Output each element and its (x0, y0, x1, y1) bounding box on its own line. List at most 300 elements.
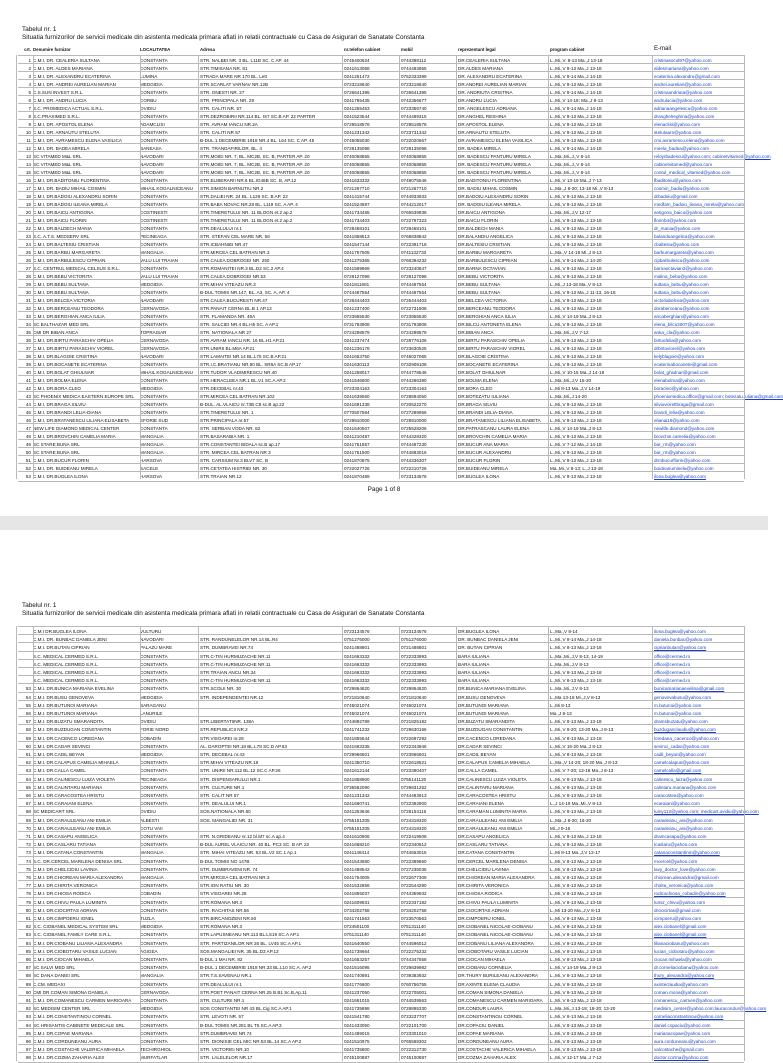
table-cell: B-DUL 1 DECEMBRIE 1918 NR.4 BL. L64 SC. C AP. 45 (200, 138, 315, 143)
table-cell: STR. FLAMANDA NR. 46A (200, 314, 256, 319)
table-cell: 0241734403 (344, 218, 370, 223)
table-cell: 22 (25, 226, 31, 231)
email-link[interactable]: ciprianbutan@yahoo.com (654, 645, 707, 651)
table-grid-line (456, 55, 457, 479)
table-cell: L.,Ma.,Mi.,J,V 8-13, 14-19 (550, 653, 603, 659)
email-link[interactable]: birtuofelia@yahoo.com (654, 338, 702, 343)
table-cell: STR.TINERETULUI NR. 11 BLOGN et.2 ap.2 (200, 210, 293, 215)
table-cell: DR.AXINTE ELENA CLAUDIA (458, 981, 520, 987)
table-cell: C.M.I. DR.CARAULEANU ANI EMILIA (33, 825, 111, 831)
table-cell: 41 (25, 378, 31, 383)
email-link[interactable]: drbirtuviorel@yahoo.com (654, 346, 706, 351)
table-cell: SC MEDISIM CENTER SRL (33, 1006, 91, 1012)
table-cell: 0722797323 (401, 218, 427, 223)
table-cell: 0744497554 (401, 290, 427, 295)
table-cell: C.M.I. DR.CACENCO LOREDANA (33, 735, 104, 741)
email-link[interactable]: office@cermed.ro (654, 670, 691, 675)
email-link[interactable]: florinb4@yahoo.com (654, 218, 697, 223)
table-cell: 57 (25, 719, 31, 725)
table-cell: Ma.,Mi.,V 8-13; L.,J 13-18 (550, 466, 603, 471)
table-cell: 0241855037 (344, 891, 370, 897)
table-cell: STR.MOIEI NR. 7, BL. MC2B, SC. B, PARTER AP. 20 (200, 162, 310, 167)
email-link[interactable]: cristinasocol97@yahoo.com (654, 58, 712, 63)
email-link[interactable]: cadil_beyan@yahoo.com (654, 752, 706, 757)
email-link[interactable]: comanescu_carmen@yahoo.com (654, 998, 723, 1003)
email-link[interactable]: icimpoeru@yahoo.com (654, 916, 702, 921)
email-link[interactable]: balanduangelica@yahoo.com (654, 234, 715, 239)
table-cell: MEDGIDIA (140, 1006, 163, 1012)
email-link[interactable]: lavy_doctor_love@yahoo.com (654, 866, 716, 872)
table-cell: 0744489315 (401, 114, 427, 119)
email-link[interactable]: cipbarbulescu@yahoo.com (654, 258, 710, 263)
table-cell: CONSTANTA (140, 661, 168, 667)
email-link[interactable]: lumy112@yahoo.com; medicart.ovidiu@yahoo.com (654, 809, 759, 815)
table-cell: DR.CEALERIA SULTANA (458, 58, 511, 63)
table-cell: L.,Mi.,V 8-13 Ma.,J 13-18 (550, 194, 602, 199)
table-cell: 0744483955 (401, 66, 427, 71)
table-cell: MIHAIL KOGALNICEANU (140, 370, 193, 375)
table-cell: STR.T.S.SAVENAU NR.1 (200, 973, 252, 979)
email-link[interactable]: alex.ciobanel@gmail.com (654, 932, 707, 938)
email-link[interactable]: ilona.buglea@yahoo.com (654, 629, 706, 634)
email-link[interactable]: mcercel@yahoo.com (654, 858, 698, 864)
table-cell: 0241811681 (344, 282, 370, 287)
email-link[interactable]: ecaterina.alexandru@gmail.com (654, 74, 720, 79)
table-cell: 0755141120 (401, 776, 427, 782)
table-cell: SOS.MANGALIEI NR. 35 BL.D3 AP.13 (200, 948, 279, 954)
email-link[interactable]: ecaraiani@yahoo.com (654, 801, 700, 807)
email-link[interactable]: alex.ciobanel@gmail.com (654, 924, 707, 930)
email-link[interactable]: medfam_badoiu_ileana_mirela@yahoo.com (654, 202, 744, 207)
table-cell: 0755151205 (344, 825, 370, 831)
table-cell: 0744596012 (401, 940, 427, 946)
table-cell: DR.CIOBANU LILIANA ALEXANDRA (458, 940, 534, 946)
table-cell: STR. NATIONALA NR 27 (200, 330, 252, 335)
table-cell: C.M.I. DR.COSTACHE VALERICA MIHAELA (33, 1047, 125, 1053)
table-cell: 0241663332 (344, 670, 370, 675)
table-cell: BARA IULIANA (458, 670, 490, 675)
table-header (18, 45, 744, 54)
table-cell: STR.TRAIAN NR.12 (200, 474, 242, 479)
table-cell: L.,Mi.,V 8-13 Ma.,J 13-18 (550, 973, 602, 979)
table-cell: STR.LIBERTATIINR. 138A (200, 719, 255, 725)
email-link[interactable]: adrianaangelescu@yahoo.com (654, 106, 718, 111)
table-cell: Mi.,J 9-16 (550, 825, 571, 831)
email-link[interactable]: coman.mona@yahoo.com (654, 989, 708, 995)
email-link[interactable]: calintaru.mariana@yahoo.com (654, 784, 717, 790)
email-link[interactable]: barbumargareta@yahoo.com (654, 250, 714, 255)
email-link[interactable]: daniel.copaciu@yahoo.com (654, 1022, 711, 1028)
table-cell: CONSTANTA (140, 242, 168, 247)
table-cell: 0241210497 (344, 434, 370, 439)
table-cell: 0766394232 (401, 258, 427, 263)
table-cell: 0725528206 (401, 426, 427, 431)
table-cell: STR.TUDOR VLADIMIRESCU NR.40 (200, 370, 277, 375)
table-cell: 0241855644 (344, 735, 370, 741)
table-cell: 0721810640 (344, 694, 370, 700)
table-cell: L.,Mi.,V 8-13 Ma.,J 13-18 (550, 218, 602, 223)
email-link[interactable]: dr_mania@yahoo.com (654, 226, 701, 231)
table-cell: SC DANA DANIEI SRL (33, 973, 80, 979)
email-link[interactable]: m.butunoi@yahoo.com (654, 702, 702, 708)
table-cell: C.M.I. DR.BORA CLEO (33, 386, 81, 391)
email-link[interactable]: carauleanu_ani@yahoo.com (654, 817, 713, 823)
table-cell: 51 (25, 458, 31, 463)
table-cell: 16 (25, 178, 31, 183)
table-cell: 32 (25, 306, 31, 311)
table-cell: DR.BIBAN ANCA (458, 330, 494, 335)
table-cell: 0722312730 (401, 1047, 427, 1053)
table-cell: STR.ROMANITEI NR.3 BL.D2 SC.2 AP.4 (200, 266, 284, 271)
email-link[interactable]: cbaltesiu@yahoo.com (654, 242, 700, 247)
email-link[interactable]: drmbucurflorin@yahoo.com (654, 458, 711, 463)
email-link[interactable]: calinescu_luiza@yahoo.com (654, 776, 713, 782)
table-cell: STR.SCOLII NR. 30 (200, 686, 242, 692)
email-link[interactable]: lilianaciobanu@yahoo.com (654, 940, 709, 946)
table-cell: 9 (28, 122, 31, 127)
table-grid-line (744, 55, 745, 479)
table-cell: 0241433050 (344, 1022, 370, 1028)
email-link[interactable]: elenabolma@yahoo.com (654, 378, 705, 383)
table-cell: 0241734485 (344, 210, 370, 215)
email-link[interactable]: victoriabelcea@yahoo.com (654, 298, 710, 303)
email-link[interactable]: andrulucia@yahoo.com (654, 98, 703, 103)
table-cell: 0723134576 (401, 629, 427, 634)
email-link[interactable]: malina_bebu@yahoo.com (654, 274, 708, 279)
table-cell: 0751276000 (401, 637, 427, 643)
table-cell: STR.DEALULUI nr.1 (200, 226, 242, 231)
table-cell: STR. VICTORIEI NR.10 (200, 1047, 249, 1053)
table-cell: CMI DR COMAN SIMONA DANIELA (33, 989, 108, 995)
table-cell: C.M.I. DR.CADAR SEVINCI (33, 743, 91, 749)
table-cell: COSTINESTI (140, 210, 168, 215)
table-cell: AGIGEA (140, 948, 158, 954)
table-cell: DR. BADESCU PANTURU MIRELA (458, 154, 531, 159)
table-grid-line (140, 626, 141, 1061)
table-cell: 87 (25, 965, 31, 971)
table-cell: L.,Mi.,V 13-19 Ma.,J 7-13 (550, 178, 602, 183)
email-link[interactable]: rodicachiosa_cobadin@yahoo.com (654, 891, 726, 897)
email-link[interactable]: cristinaandriuta@yahoo.com (654, 90, 713, 95)
table-cell: 85 (25, 948, 31, 954)
table-cell: 0722677309 (401, 875, 427, 880)
table-cell: L.,Ma.,J 8-20; 13-18 Mi.,V 8-13 (550, 186, 614, 191)
email-link[interactable]: office@cermed.ro (654, 678, 691, 684)
table-cell: DR.ANDREI AURELIAN MARIAN (458, 82, 527, 87)
email-link[interactable]: carauleanu_ani@yahoo.com (654, 825, 713, 831)
email-link[interactable]: camelcalla@gmail.com (654, 768, 702, 774)
email-link[interactable]: fbaditoniu@yahoo.com (654, 178, 702, 183)
email-link[interactable]: camelcalapus@yahoo.com (654, 760, 710, 766)
email-link[interactable]: sevinci_cadar@yahoo.com (654, 743, 710, 749)
table-cell: STR.MIRCEA CEL BATRAN NR.3 (200, 875, 270, 880)
table-cell: 0241858900 (344, 776, 370, 782)
email-link[interactable]: andrei.aurelian@yahoo.com (654, 82, 712, 87)
table-cell: DR.BARBU MARGARETA (458, 250, 512, 255)
table-cell: DR.BRANDI LELIA-DIANA (458, 410, 513, 415)
table-cell: L.,Mi.,V 8-14 Ma.,J 14-18 (550, 74, 602, 79)
table-cell: DR. BUNBAC DANIELA JENI (458, 637, 519, 643)
email-link[interactable]: buzduganclaudiu@yahoo.com (654, 727, 716, 733)
table-cell: STR.HERACLEEA NR.1 BL.V1 SC.A AP.2 (200, 378, 286, 383)
email-link[interactable]: brandi_lelia@yahoo.com (654, 410, 705, 415)
email-link[interactable]: sultana_bebu@yahoo.com (654, 282, 709, 287)
email-link[interactable]: ciocan.mihaela@yahoo.com (654, 957, 712, 962)
table-cell: STR. DISPENSARULUI NR.1 (200, 776, 261, 782)
table-cell: CONSTANTA (140, 58, 168, 63)
table-cell: TOPRAISAR (140, 330, 167, 335)
table-cell: STR.DALIEI NR. 24 BL. L126 SC. B AP. 22 (200, 194, 288, 199)
email-link[interactable]: aura.corduneanu@yahoo.com (654, 1039, 716, 1044)
table-cell: 0744347558 (401, 957, 427, 962)
table-cell: DR.BADOIU ALEXANDRU SORIN (458, 194, 529, 199)
table-cell: L.,Mi.,V 8-13 Ma.,J 13-18 (550, 752, 602, 757)
table-cell: 0241251472 (344, 74, 370, 79)
table-row (18, 471, 744, 482)
email-link[interactable]: caracostea@yahoo.com (654, 793, 704, 798)
email-link[interactable]: newlife.diamond@yahoo.com (654, 426, 715, 431)
email-link[interactable]: barnaoctavian2@yahoo.com (654, 266, 713, 271)
table-cell: STR.ROMANA NR.3 (200, 899, 243, 905)
document-page-2 (0, 530, 768, 1061)
table-cell: 0744359932 (401, 891, 427, 897)
table-subtitle: Situatia furnizorilor de servicii medicale din asistenta medicala primara aflati in relatii contractuale cu Casa de Asigurari de Sanatate Constanta (22, 610, 425, 617)
table-cell: DR. ANDRIUTA CRISTINA (458, 90, 513, 95)
email-link[interactable]: elianai18@yahoo.com (654, 418, 700, 423)
table-cell: 54 (25, 694, 31, 700)
email-link[interactable]: bar_rm@yahoo.com (654, 450, 696, 455)
table-cell: LANURILE (140, 711, 163, 716)
table-cell: 81 (25, 916, 31, 921)
email-link[interactable]: brovchin.camelia@yahoo.com (654, 434, 716, 439)
table-cell: 0728594050 (401, 394, 427, 399)
table-cell: 76 (25, 875, 31, 880)
table-cell: L.,Mi.,V 15-20 Ma.,J 8-13 (550, 743, 602, 749)
table-cell: S.C. PROMEDICA ACTUAL S.R.L. (33, 106, 104, 111)
table-cell: CONSTANTA (140, 90, 168, 95)
email-link[interactable]: drbadoiu@gmail.com (654, 194, 698, 199)
table-cell: L.,Mi.,V 8-13 Ma.,J 13-18 (550, 234, 602, 239)
email-link[interactable]: lumiz_chivu@yahoo.com (654, 899, 706, 905)
table-cell: C.M.I. DR.BALTESIU CRISTIAN (33, 242, 100, 247)
table-cell: C.M.I. DR.BERGHIAN ANCA IULIA (33, 314, 105, 319)
table-cell: NAVODARI (140, 298, 164, 303)
table-cell: 4 (28, 82, 31, 87)
email-link[interactable]: drciocirtas@gmail.com (654, 907, 701, 913)
table-cell: C.M.I. DR.COPAE MARIANA (33, 1030, 93, 1036)
table-cell: DR.BAICU FLORIN (458, 218, 499, 223)
table-cell: L.,Ma.,Mi.,J,V 8-13 (550, 661, 589, 667)
email-link[interactable]: elena_bilcu2007@yahoo.com (654, 322, 715, 327)
email-link[interactable]: elenaclisi@yahoo.com (654, 122, 701, 127)
table-cell: 0722343946 (401, 743, 427, 749)
email-link[interactable]: aldesmariana@yahoo.com (654, 66, 709, 71)
email-link[interactable]: loredana_cacenco@yahoo.com (654, 735, 719, 741)
email-link[interactable]: corneliaconstantinou@yahoo.com (654, 1014, 724, 1020)
email-link[interactable]: m.butunoi@yahoo.com (654, 711, 702, 716)
table-cell: FORIE NORD (140, 727, 169, 733)
email-link[interactable]: stelutaarn@yahoo.com (654, 130, 702, 135)
table-cell: 0741132733 (401, 250, 427, 255)
table-cell: C.M.I. DR.CONSTANTINOU CORNEL (33, 1014, 112, 1020)
table-cell: CONSTANTA (140, 998, 168, 1003)
email-link[interactable]: anka_cla@yahoo.com (654, 330, 700, 335)
table-cell: CONSTANTA (140, 1030, 168, 1036)
table-cell: 56 (25, 711, 31, 716)
email-link[interactable]: genovevabusu@yahoo.com (654, 694, 712, 700)
email-link[interactable]: tcaslaru@yahoo.com (654, 842, 698, 848)
table-cell: 88 (25, 973, 31, 979)
table-cell: 0744778546 (401, 370, 427, 375)
table-cell: L.,Ma.,J 8-20; 16-20 (550, 817, 592, 823)
table-cell: 0723966601 (401, 752, 427, 757)
table-cell: CONSTANTA (140, 138, 168, 143)
email-link[interactable]: bar_rm@yahoo.com (654, 442, 696, 447)
table-cell: C.M.I. DR. AVRAMESCU ELENA VASILICA (33, 138, 122, 143)
table-cell: STR. AVRAM IANCU NR.2A (200, 122, 258, 127)
email-link[interactable]: axinteclaudia@yahoo.com (654, 981, 708, 987)
table-cell: 18 (25, 194, 31, 199)
table-cell: DR.CALINESCU LUIZA VIOLETA (458, 776, 527, 782)
table-cell: L.,Mi.,V 8-13 Ma.,J 13-18 (550, 410, 602, 415)
table-cell: STR. DUMBRAVENI NR. 74 (200, 866, 258, 872)
email-link[interactable]: cabinetvitamed@yahoo.com (654, 162, 713, 167)
table-cell: L.,Mi.,V 8-13 Ma.,J 13-18 (550, 474, 602, 479)
table-cell: 0241639560 (344, 394, 370, 399)
email-link[interactable]: reloyrbadescu@yahoo.com; cabinetvitamed@yahoo.com (654, 154, 771, 159)
table-cell: C.M.I. DR.BAICU ANTIGONA (33, 210, 94, 215)
email-link[interactable]: chiorean.alexandra@gmail.com (654, 875, 719, 880)
table-cell: C.M.I. DR.BEBU SULTANA (33, 290, 89, 295)
table-cell: 0731793908 (401, 322, 427, 327)
table-grid-line (399, 55, 400, 479)
table-cell: NAVODARI (140, 154, 164, 159)
table-cell: SC VITAMED M&L SRL (33, 170, 82, 175)
table-cell: 46 (25, 418, 31, 423)
table-cell: L.,Mi.,V 8-13 Ma.,J 13-18 (550, 130, 602, 135)
table-cell: 0729864820 (344, 686, 370, 692)
table-cell: 0751311140 (401, 932, 426, 938)
email-link[interactable]: dr.corneliaciobanu@yahoo.com (654, 965, 719, 971)
table-cell: STR.C-TIN HURMUZACHE NR.11 (200, 661, 271, 667)
table-cell: 0722731908 (401, 306, 427, 311)
table-cell: 0241255453 (344, 106, 370, 111)
table-cell: DR.CIOCAN MIHAELA (458, 957, 506, 962)
email-link[interactable]: daniela.bunbac@yahoo.com (654, 637, 713, 643)
table-cell: C.M.I. DR.CHIVU PAULA LUMINITA (33, 899, 107, 905)
email-link[interactable]: chirita_veronica@yahoo.com (654, 883, 714, 889)
table-cell: 92 (25, 1006, 31, 1012)
email-link[interactable]: office@cermed.ro (654, 661, 691, 667)
table-cell: 0241661015 (344, 998, 370, 1003)
email-link[interactable]: contul_medical_vitamed@yahoo.com (654, 170, 731, 175)
email-link[interactable]: valcostache@gmail.com (654, 1047, 704, 1053)
email-link[interactable]: office@cermed.ro (654, 653, 691, 659)
table-cell: CERNAVODA (140, 338, 169, 343)
email-link[interactable]: phoenixmedica.office@gmail.com; botezatu.iuliana@gmail.com (654, 394, 783, 399)
table-cell: VALU LUI TRAIAN (140, 258, 179, 263)
table-cell: DR.BUNICA MARIANA EVELINA (458, 686, 526, 692)
table-cell: 0729839982 (401, 965, 427, 971)
email-link[interactable]: medisim_center@yahoo.com;lauracondur@yahoo.com (654, 1006, 767, 1012)
email-link[interactable]: dramsbuzatu@yahoo.com (654, 719, 708, 725)
email-link[interactable]: ancaberghian@yahoo.com (654, 314, 709, 319)
table-cell: STR.MOIEI NR. 7, BL. MC2B, SC. B, PARTER AP. 20 (200, 154, 310, 159)
table-cell: C.M.I. DR.BRANDI LELIA-DIANA (33, 410, 102, 415)
email-link[interactable]: thury_alexandra@yahoo.com (654, 973, 715, 979)
table-cell: 0744892789 (344, 719, 370, 725)
email-link[interactable]: boracleo@yahoo.com (654, 386, 699, 391)
table-cell: 0241663332 (344, 653, 370, 659)
table-cell: DR.BARBULESCU CIPRIAN (458, 258, 517, 263)
table-cell: 0729518578 (401, 122, 427, 127)
email-link[interactable]: silviuvioreltbraga@gmail.com (654, 402, 714, 407)
email-link[interactable]: kelyblagoie@yahoo.com (654, 354, 705, 359)
table-cell: DR.CATANA CONSTANTIN (458, 850, 515, 856)
email-link[interactable]: antigona_baicu@yahoo.com (654, 210, 713, 215)
table-cell: 0241237474 (344, 338, 370, 343)
email-link[interactable]: dranghelreghina@yahoo.com (654, 114, 715, 119)
table-cell: C.M.I. DR. ARNAUTU STELUTA (33, 130, 100, 135)
email-link[interactable]: dramcasapu@yahoo.com (654, 834, 707, 839)
table-cell: 0241236178 (344, 346, 370, 351)
table-cell: L.,Mi.,V 8-13 Ma.,J 13-18 (550, 883, 602, 889)
table-grid-line (33, 626, 34, 1061)
table-cell: DR.CHIVU PAULA LUMINITA (458, 899, 519, 905)
table-cell: C.M.I. DR.COZMA ZAHARIA ALEX (33, 1055, 105, 1061)
table-cell: CONSTANTA (140, 768, 168, 774)
email-link[interactable]: sultana_bebu@yahoo.com (654, 290, 709, 295)
email-link[interactable]: mirela_badea@yahoo.com (654, 146, 709, 151)
table-cell: C.M.I. DR.BUTUNOI MARIANA (33, 702, 98, 708)
table-grid-line (399, 626, 400, 1061)
email-link[interactable]: cosmin_badiu@yahoo.com (654, 186, 710, 191)
table-cell: 42 (25, 386, 31, 391)
email-link[interactable]: ilona.buglea@yahoo.com (654, 474, 706, 479)
table-cell: DR.BUCUR ALEXANDRU (458, 450, 512, 455)
table-cell: 0722020667 (401, 138, 427, 143)
email-link[interactable]: doraberceanu@yahoo.com (654, 306, 710, 311)
email-link[interactable]: doctor.cozma@yahoo.com (654, 1055, 709, 1061)
email-link[interactable]: cmi.avramescu.elena@yahoo.com (654, 138, 725, 143)
table-cell: 0241858513 (344, 234, 370, 239)
table-cell: SOS CONSTANTEI NR 43 BL.Cig SC.A AP.1 (200, 1006, 292, 1012)
column-header: E-mail (654, 46, 672, 52)
email-link[interactable]: lucian_ciobotaru@yahoo.com (654, 948, 715, 954)
email-link[interactable]: marianacopae@yahoo.com (654, 1030, 711, 1036)
table-cell: DR.BOCANETE ECATERINA (458, 362, 519, 367)
email-link[interactable]: bunicamarianaevelina@gmail.com (654, 686, 725, 692)
table-cell: L.,Ma.,V 14-20; 18-20 Ma.,J 8-13 (550, 760, 618, 766)
email-link[interactable]: catanaconstantinm@yahoo.com (654, 850, 720, 856)
table-cell: DR.BRAGA SILVIU (458, 402, 498, 407)
table-cell: 0722419508 (401, 834, 427, 839)
table-cell: 0744883016 (401, 450, 427, 455)
table-cell: CONSTANTA (140, 178, 168, 183)
table-cell: HARSOVA (140, 474, 163, 479)
table-cell: C.M.I. DR.BUSU GENOVEVA (33, 694, 94, 700)
table-cell: MANGALIA (140, 450, 164, 455)
table-cell: DR.COMAN SIMONA DANIELA (458, 989, 524, 995)
email-link[interactable]: buideanuminela@yahoo.com (654, 466, 714, 471)
table-cell: L.,Mi.,V 8-13 Ma.,J 13-18 (550, 274, 602, 279)
table-cell: 0770507584 (344, 410, 370, 415)
table-cell: DR.CASLARU TATIANA (458, 842, 508, 848)
table-cell: CONSTANTA (140, 394, 168, 399)
email-link[interactable]: ecaterinabocanete@gmail.com (654, 362, 718, 367)
email-link[interactable]: bolat_ghiulnar@gmail.com (654, 370, 709, 375)
table-cell: CONSTANTA (140, 290, 168, 295)
